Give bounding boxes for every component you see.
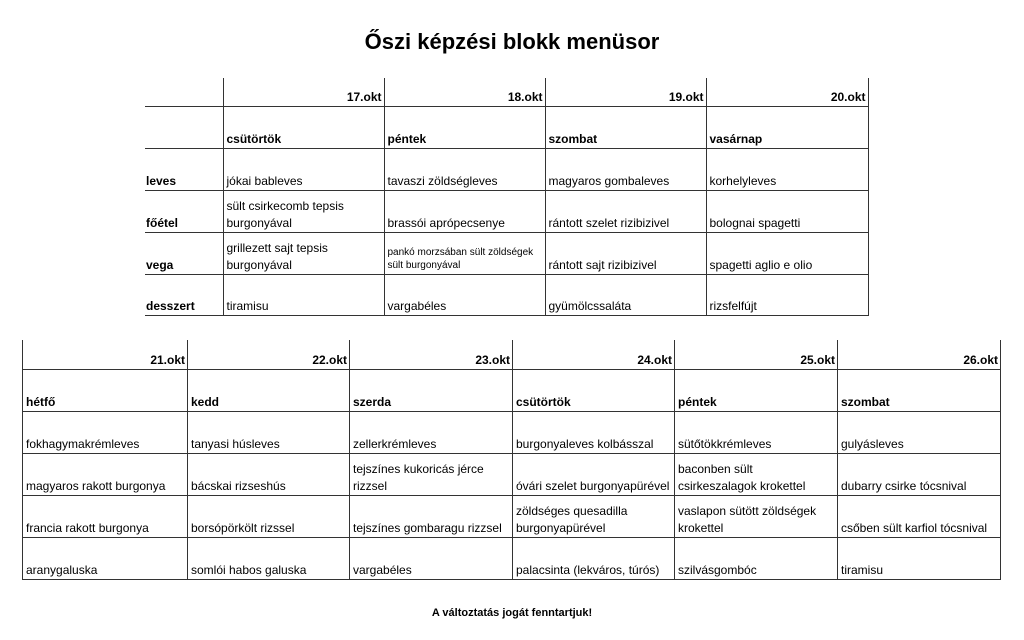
meal-cell: aranygaluska — [23, 537, 188, 579]
date-cell: 21.okt — [23, 340, 188, 369]
dessert-row — [145, 274, 868, 315]
day-name-cell: vasárnap — [706, 106, 868, 148]
row-label: leves — [145, 148, 223, 190]
meal-cell: rizsfelfújt — [706, 274, 868, 315]
date-cell: 18.okt — [384, 78, 545, 106]
meal-cell: rántott szelet rizibizivel — [545, 190, 706, 232]
meal-cell: tiramisu — [223, 274, 384, 315]
day-name-cell: péntek — [675, 369, 838, 411]
date-cell: 17.okt — [223, 78, 384, 106]
meal-cell: baconben sült csirkeszalagok krokettel — [675, 453, 838, 495]
menu-table-week-1 — [145, 78, 869, 316]
meal-cell: zellerkrémleves — [350, 411, 513, 453]
meal-cell: vargabéles — [384, 274, 545, 315]
menu-table-week-1-body — [145, 78, 868, 315]
row-label-empty — [145, 78, 223, 106]
meal-cell: burgonyaleves kolbásszal — [513, 411, 675, 453]
date-cell: 23.okt — [350, 340, 513, 369]
disclaimer-note: A változtatás jogát fenntartjuk! — [431, 607, 593, 619]
meal-cell: somlói habos galuska — [188, 537, 350, 579]
meal-cell: gulyásleves — [838, 411, 1001, 453]
meal-cell: tejszínes kukoricás jérce rizzsel — [350, 453, 513, 495]
meal-cell: francia rakott burgonya — [23, 495, 188, 537]
page-title: Őszi képzési blokk menüsor — [364, 29, 660, 54]
meal-cell: tavaszi zöldségleves — [384, 148, 545, 190]
meal-cell: borsópörkölt rizssel — [188, 495, 350, 537]
meal-cell: szilvásgombóc — [675, 537, 838, 579]
meal-cell: magyaros gombaleves — [545, 148, 706, 190]
meal-cell: grillezett sajt tepsis burgonyával — [223, 232, 384, 274]
meal-cell: vaslapon sütött zöldségek krokettel — [675, 495, 838, 537]
date-row — [23, 340, 1001, 369]
meal-cell: magyaros rakott burgonya — [23, 453, 188, 495]
meal-cell: korhelyleves — [706, 148, 868, 190]
meal-cell: sült csirkecomb tepsis burgonyával — [223, 190, 384, 232]
vegetarian-row — [145, 232, 868, 274]
meal-cell: csőben sült karfiol tócsnival — [838, 495, 1001, 537]
date-cell: 22.okt — [188, 340, 350, 369]
day-name-cell: péntek — [384, 106, 545, 148]
day-name-cell: csütörtök — [513, 369, 675, 411]
date-cell: 24.okt — [513, 340, 675, 369]
date-cell: 26.okt — [838, 340, 1001, 369]
day-name-cell: szerda — [350, 369, 513, 411]
day-name-cell: szombat — [838, 369, 1001, 411]
meal-cell: palacsinta (lekváros, túrós) — [513, 537, 675, 579]
day-name-row — [145, 106, 868, 148]
date-cell: 25.okt — [675, 340, 838, 369]
vegetarian-row — [23, 495, 1001, 537]
meal-cell: rántott sajt rizibizivel — [545, 232, 706, 274]
meal-cell: gyümölcssaláta — [545, 274, 706, 315]
date-cell: 19.okt — [545, 78, 706, 106]
row-label: főétel — [145, 190, 223, 232]
row-label-empty — [145, 106, 223, 148]
soup-row — [145, 148, 868, 190]
day-name-cell: csütörtök — [223, 106, 384, 148]
meal-cell: tiramisu — [838, 537, 1001, 579]
meal-cell: jókai bableves — [223, 148, 384, 190]
meal-cell: fokhagymakrémleves — [23, 411, 188, 453]
day-name-cell: hétfő — [23, 369, 188, 411]
meal-cell: brassói aprópecsenye — [384, 190, 545, 232]
meal-cell: dubarry csirke tócsnival — [838, 453, 1001, 495]
day-name-row — [23, 369, 1001, 411]
meal-cell: pankó morzsában sült zöldségek sült burgonyával — [384, 232, 545, 274]
row-label: vega — [145, 232, 223, 274]
meal-cell: spagetti aglio e olio — [706, 232, 868, 274]
main-course-row — [23, 453, 1001, 495]
meal-cell: bolognai spagetti — [706, 190, 868, 232]
day-name-cell: szombat — [545, 106, 706, 148]
meal-cell: tejszínes gombaragu rizzsel — [350, 495, 513, 537]
meal-cell: sütőtökkrémleves — [675, 411, 838, 453]
day-name-cell: kedd — [188, 369, 350, 411]
meal-cell: bácskai rizseshús — [188, 453, 350, 495]
menu-table-week-2-body — [23, 340, 1001, 579]
meal-cell: óvári szelet burgonyapürével — [513, 453, 675, 495]
main-course-row — [145, 190, 868, 232]
soup-row — [23, 411, 1001, 453]
menu-table-week-2 — [22, 340, 1001, 580]
meal-cell: tanyasi húsleves — [188, 411, 350, 453]
dessert-row — [23, 537, 1001, 579]
date-cell: 20.okt — [706, 78, 868, 106]
row-label: desszert — [145, 274, 223, 315]
meal-cell: zöldséges quesadilla burgonyapürével — [513, 495, 675, 537]
date-row — [145, 78, 868, 106]
meal-cell: vargabéles — [350, 537, 513, 579]
